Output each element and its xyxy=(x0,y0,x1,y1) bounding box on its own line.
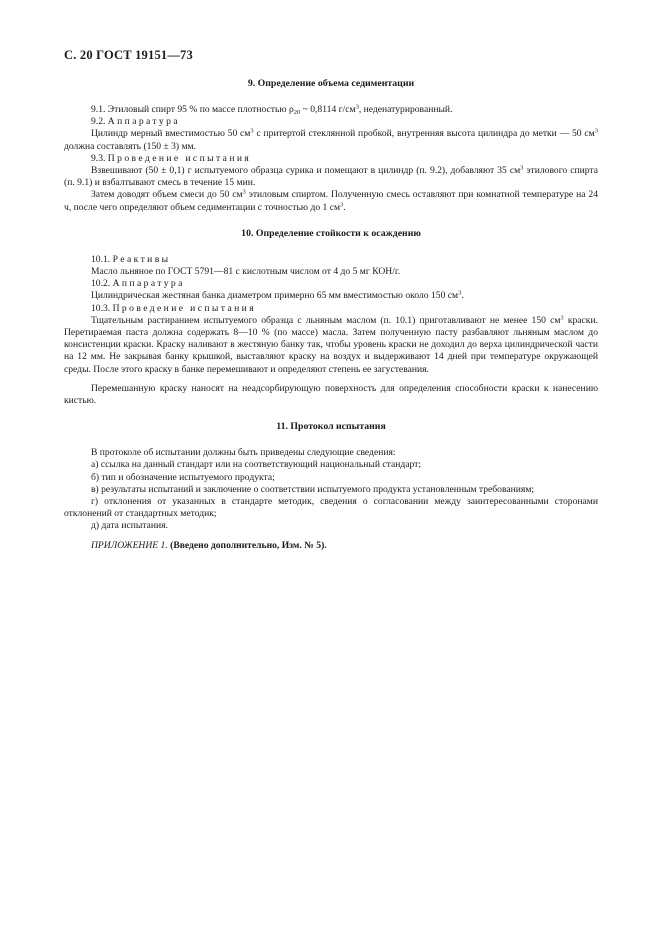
protocol-item-e: д) дата испытания. xyxy=(91,520,168,532)
paragraph-10-2-text: Цилиндрическая жестяная банка диаметром примерно 65 мм вместимостью около 150 $см^3$. xyxy=(91,289,464,302)
paragraph-9-3: 9.3. Проведение испытания xyxy=(91,152,252,164)
paragraph-10-2: 10.2. Аппаратура xyxy=(91,278,185,290)
paragraph-9-3-text-2: Затем доводят объем смеси до 50 $см^3$ этиловым спиртом. Полученную смесь оставляют при комнатной температуре на 24 ч, после чего определяют объем седиментации с точностью до 1 $см^3$. xyxy=(64,188,598,213)
section-9-heading: 9. Определение объема седиментации xyxy=(247,78,415,89)
paragraph-10-1-text: Масло льняное по ГОСТ 5791—81 с кислотным числом от 4 до 5 мг КОН/г. xyxy=(91,266,401,278)
paragraph-9-3-text: Взвешивают (50 ± 0,1) г испытуемого образца сурика и помещают в цилиндр (п. 9.2), добавляют 35 $см^3$ этилового спирта (п. 9.1) и взбалтывают смесь в течение 15 мин. xyxy=(64,164,598,189)
protocol-item-c: в) результаты испытаний и заключение о соответствии испытуемого продукта установленным требованиям; xyxy=(91,483,535,495)
section-11-heading: 11. Протокол испытания xyxy=(276,421,386,433)
appendix-note: ПРИЛОЖЕНИЕ 1. (Введено дополнительно, Изм. № 5). xyxy=(91,539,327,551)
protocol-item-b: б) тип и обозначение испытуемого продукта; xyxy=(91,471,275,483)
protocol-item-a: а) ссылка на данный стандарт или на соответствующий национальный стандарт; xyxy=(91,459,422,471)
paragraph-10-3-text-2: Перемешанную краску наносят на неадсорбирующую поверхность для определения способности краски к нанесению кистью. xyxy=(64,382,598,407)
page-content xyxy=(64,78,598,552)
paragraph-9-2: 9.2. Аппаратура xyxy=(91,116,180,128)
paragraph-10-3: 10.3. Проведение испытания xyxy=(91,302,257,314)
section-10-heading: 10. Определение стойкости к осаждению xyxy=(241,227,421,239)
page-header: С. 20 ГОСТ 19151—73 xyxy=(64,48,193,62)
protocol-item-d: г) отклонения от указанных в стандарте методик, сведения о согласовании между заинтересованными сторонами отклонений от стандартных методик; xyxy=(64,496,598,520)
paragraph-10-1: 10.1. Реактивы xyxy=(91,253,171,265)
paragraph-10-3-text: Тщательным растиранием испытуемого образца с льняным маслом (п. 10.1) приготавливают не менее 150 $см^3$ краски. Перетираемая паста должна содержать 8—10 % (по массе) масла. Затем полученную пасту разбавляют льняным маслом до консистенции краски. Краску наливают в жестяную банку так, чтобы уровень краски не доходил до верха цилиндрической части на 12 мм. Не закрывая банку крышкой, выставляют краску на воздух и выдерживают 14 дней при температуре окружающей среды. После этого краску в банке перемешивают и определяют степень ее загустевания. xyxy=(64,314,598,375)
paragraph-9-1: 9.1. Этиловый спирт 95 % по массе плотностью $\rho_{20}$ ~ 0,8114 $г/см^3$, неденатурированный. xyxy=(91,103,453,116)
protocol-intro: В протоколе об испытании должны быть приведены следующие сведения: xyxy=(91,447,396,459)
paragraph-9-2-text: Цилиндр мерный вместимостью 50 $см^3$ с притертой стеклянной пробкой, внутренняя высота цилиндра до метки — 50 $см^3$ должна составлять (150 ± 3) мм. xyxy=(64,127,598,152)
